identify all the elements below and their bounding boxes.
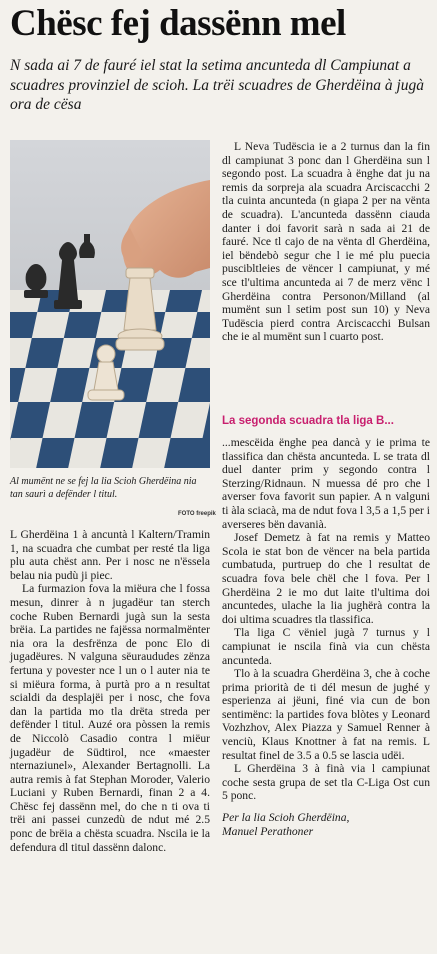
section-subhead: La segonda scuadra tla liga B...	[222, 415, 394, 427]
signature-line: Per la lia Scioh Gherdëina,	[222, 811, 350, 825]
paragraph: Tlo à la scuadra Gherdëina 3, che à coche prima priorità de ti dél mesun de jughé y esperienza ai jëuni, finé via cun de bon sentimënc: la partides fova blòtes y Leonard Vozhzhov, Alex Piazza y Samuel Renner à venciù, Klaus Knottner à fat na remis. L resultat finel de 3.5 a 0.5 se lascia udëi.	[222, 667, 430, 762]
chess-photo-illustration	[10, 140, 210, 468]
paragraph: ...mescëida ënghe pea dancà y ie prima te tlassifica dan chësta ancunteda. L se trata dl duel danter prim y segondo contra l Sterzing/Ridnaun. N muessa dé pro che l averser fova favorit sun papier. A n valguni ti àla sciacà, ma de ndut fova l 3,5 a 1,5 per i averseres bën davanià.	[222, 436, 430, 531]
photo-caption: Al mumënt ne se fej la lia Scioh Gherdëina nia tan saurì a defënder l titul.	[10, 476, 197, 500]
lead-paragraph: N sada ai 7 de fauré iel stat la setima ancunteda dl Campiunat a scuadres provinziel de scioh. La trëi scuadres de Gherdëina à jugà ora de cësa	[10, 57, 424, 113]
paragraph: L Gherdëina 1 à ancuntà l Kaltern/Tramin 1, na scuadra che cumbat per resté tla liga plu auta chëst ann. Per i nosc ne n'ëssela belau nia pudù ji piec.	[10, 528, 210, 582]
paragraph: L Neva Tudëscia ie a 2 turnus dan la fin dl campiunat 3 ponc dan l Gherdëina sun l segondo post. La scuadra à ënghe dat ju na remis da sorpreja ala scuadra Arciscacchi 2 tla cuinta ancunteda (n giapa 2 per na vënta de scuadra). L'ancunteda dassënn ciauda danter i doi favorit sarà n sada ai 21 de fauré. Nce tl cajo de na vënta dl Gherdëina, iel bëndebò segur che l ie mé plu puecia puscibltleies de vëncer l campiunat, y mé sce tl'ultima ancunteda ai 7 de merz vënc l Gherdëina contra Personon/Milland (al mumënt sun l setim post sun 10) y Neva Tudëscia pierd contra Arciscacchi Bulsan che ie al mumënt sun l cuarto post.	[222, 140, 430, 344]
paragraph: Tla liga C vëniel jugà 7 turnus y l campiunat ie nscila finà via cun chësta ancunteda.	[222, 626, 430, 667]
left-column	[10, 528, 210, 854]
signature-author: Manuel Perathoner	[222, 824, 314, 838]
paragraph: La furmazion fova la miëura che l fossa mesun, dinrer à n jugadëur tan sterch coche Ruben Bernardi jugà sun la sesta brëia. La partides ne fajëssa normalmënter nia ora la desfrënza de ponc Elo di jugadëures. N valguna sëuraududes zënza fertuna y povester nce l un o l auter nia te si miëura forma, à purtà pro a n resultat scialdi da desplajëi per i nosc, che fova dan la partida mo tla drëta streda per defënder l titul. Auzé ora pòssen la remis de Niccolò Casadio contra l miëur jugadëur de Südtirol, nce «maester nternaziunel», Alexander Bertagnolli. La autra remis à fat Stephan Moroder, Valerio Luciani y Ruben Bernardi, finan 2 a 4. Chësc fej dassënn mel, do che n ti ova ti trëi ani passei cunzedù de ndut mé 2.5 ponc de brëia a chësta scuadra. Nscila ie la defendura dl titul dassënn dalonc.	[10, 582, 210, 854]
paragraph: Josef Demetz à fat na remis y Matteo Scola ie stat bon de vëncer na bela partida cumbatuda, purtruep do che l resultat de scuadra fova bele chël che l fova. Per l Gherdëina 2 ie mo dut laite tl'ultima doi ancuntedes, ulache la lia jughërà contra la doi ultima scuadres tla tlassifica.	[222, 531, 430, 626]
photo-credit: FOTO freepik	[178, 511, 216, 517]
right-column-top	[222, 140, 430, 344]
right-column-bottom	[222, 436, 430, 838]
paragraph: L Gherdëina 3 à finà via l campiunat coche sesta grupa de set tla C-Liga Ost cun 5 ponc.	[222, 762, 430, 803]
article-photo	[10, 140, 210, 468]
headline: Chësc fej dassënn mel	[10, 3, 346, 44]
